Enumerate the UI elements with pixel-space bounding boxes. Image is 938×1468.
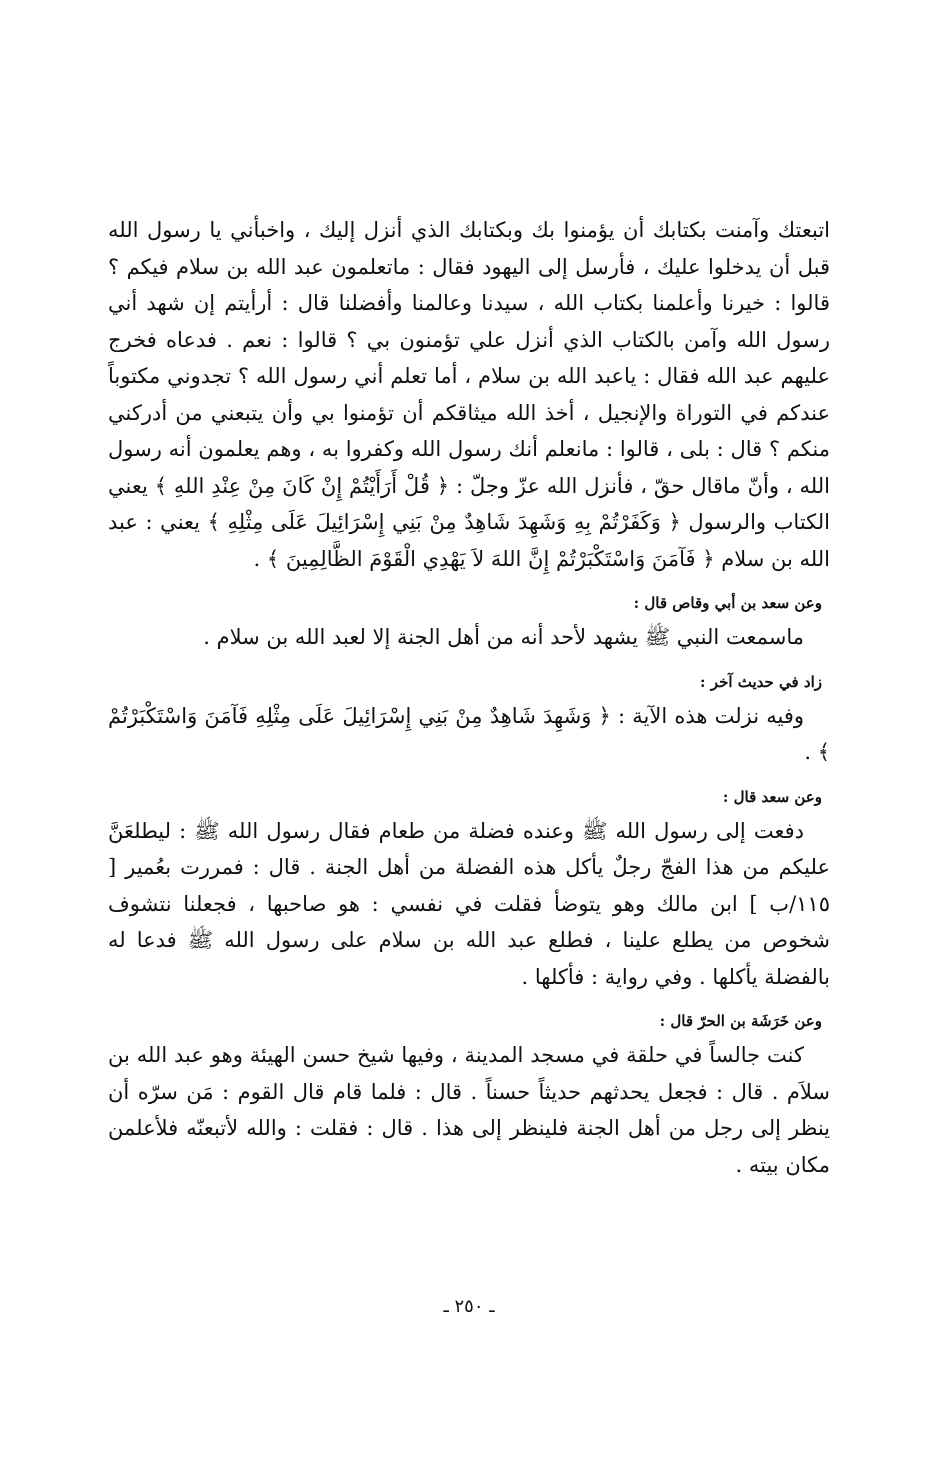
paragraph-2: ماسمعت النبي ﷺ يشهد لأحد أنه من أهل الجنة إلا لعبد الله بن سلام . [203, 625, 804, 649]
heading-saad: وعن سعد قال : [722, 787, 822, 806]
text-body [108, 212, 830, 1183]
page-number: ـ ٢٥٠ ـ [443, 1296, 495, 1317]
paragraph-3: وفيه نزلت هذه الآية : ﴿ وَشَهِدَ شَاهِدٌ مِنْ بَنِي إِسْرَائِيلَ عَلَى مِثْلِهِ فَآمَنَ وَاسْتَكْبَرْتُمْ ﴾ . [108, 703, 830, 764]
heading-kharasha: وعن خَرَشَة بن الحرّ قال : [659, 1012, 822, 1030]
paragraph-5: كنت جالساً في حلقة في مسجد المدينة ، وفيها شيخ حسن الهيئة وهو عبد الله بن سلاَم . قال : فجعل يحدثهم حديثاً حسناً . قال : فلما قام قال القوم : مَن سرّه أن ينظر إلى رجل من أهل الجنة فلينظر إلى هذا . قال : فقلت : والله لأتبعنّه فلأعلمن مكان بيته . [108, 1043, 830, 1177]
paragraph-1: اتبعتك وآمنت بكتابك أن يؤمنوا بك وبكتابك الذي أنزل إليك ، واخبأني يا رسول الله قبل أن يدخلوا عليك ، فأرسل إلى اليهود فقال : ماتعلمون عبد الله بن سلام فيكم ؟ قالوا : خيرنا وأعلمنا بكتاب الله ، سيدنا وعالمنا وأفضلنا قال : أرأيتم إن شهد أني رسول الله وآمن بالكتاب الذي أنزل علي تؤمنون بي ؟ قالوا : نعم . فدعاه فخرج عليهم عبد الله فقال : ياعبد الله بن سلام ، أما تعلم أني رسول الله ؟ تجدوني مكتوباً عندكم في التوراة والإنجيل ، أخذ الله ميثاقكم أن تؤمنوا بي وأن يتبعني من أدركني منكم ؟ قال : بلى ، قالوا : مانعلم أنك رسول الله وكفروا به ، وهم يعلمون أنه رسول الله ، وأنّ ماقال حقّ ، فأنزل الله عزّ وجلّ : ﴿ قُلْ أَرَأَيْتُمْ إِنْ كَانَ مِنْ عِنْدِ اللهِ ﴾ يعني الكتاب والرسول ﴿ وَكَفَرْتُمْ بِهِ وَشَهِدَ شَاهِدٌ مِنْ بَنِي إِسْرَائِيلَ عَلَى مِثْلِهِ ﴾ يعني : عبد الله بن سلام ﴿ فَآمَنَ وَاسْتَكْبَرْتُمْ إِنَّ اللهَ لاَ يَهْدِي الْقَوْمَ الظَّالِمِينَ ﴾ . [108, 218, 830, 571]
heading-other-hadith: زاد في حديث آخر : [700, 672, 822, 691]
paragraph-4: دفعت إلى رسول الله ﷺ وعنده فضلة من طعام فقال رسول الله ﷺ : ليطلعَنَّ عليكم من هذا الفجّ رجلٌ يأكل هذه الفضلة من أهل الجنة . قال : فمررت بعُمير [ ١١٥/ب ] ابن مالك وهو يتوضأ فقلت في نفسي : هو صاحبها ، فجعلنا نتشوف شخوص من يطلع علينا ، فطلع عبد الله بن سلام على رسول الله ﷺ فدعا له بالفضلة يأكلها . وفي رواية : فأكلها . [108, 818, 830, 989]
heading-saad-abi-waqqas: وعن سعد بن أبي وقاص قال : [633, 594, 822, 612]
